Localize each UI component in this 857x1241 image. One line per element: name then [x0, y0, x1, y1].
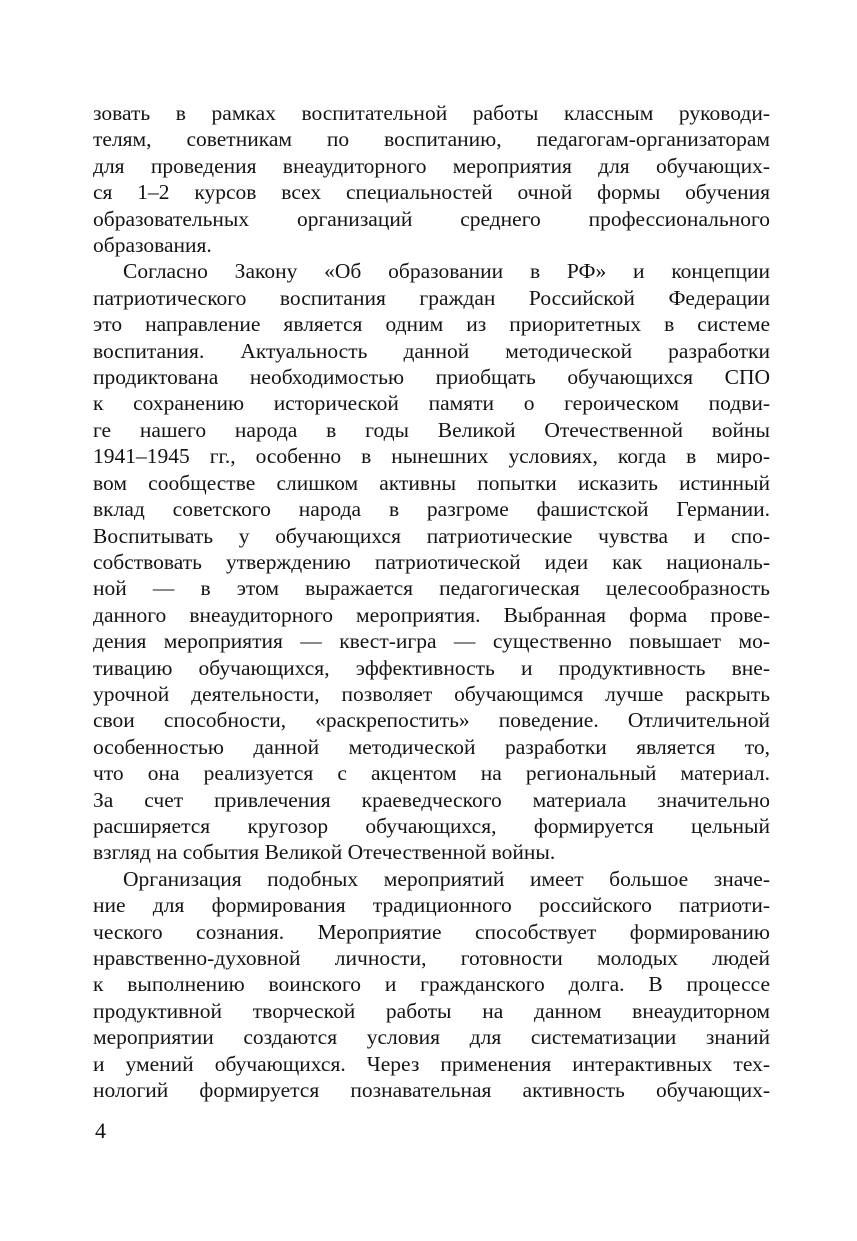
paragraph [93, 258, 770, 865]
page-number: 4 [95, 1118, 106, 1143]
text-line: воспитания. Актуальность данной методической разработки [93, 338, 770, 363]
text-line: к сохранению исторической памяти о героическом подви- [93, 391, 770, 416]
text-line: телям, советникам по воспитанию, педагогам-организаторам [93, 127, 770, 152]
text-line: продиктована необходимостью приобщать обучающихся СПО [93, 365, 770, 390]
text-line: ние для формирования традиционного российского патриоти- [93, 893, 770, 918]
text-line: патриотического воспитания граждан Российской Федерации [93, 285, 770, 310]
text-line: свои способности, «раскрепостить» поведение. Отличительной [93, 708, 770, 733]
text-line: За счет привлечения краеведческого материала значительно [93, 787, 770, 812]
text-line: дения мероприятия — квест-игра — существенно повышает мо- [93, 629, 770, 654]
text-line: образовательных организаций среднего профессионального [93, 206, 770, 231]
text-line: урочной деятельности, позволяет обучающимся лучше раскрыть [93, 681, 770, 706]
text-line: нологий формируется познавательная активность обучающих- [93, 1078, 770, 1103]
text-line: тивацию обучающихся, эффективность и продуктивность вне- [93, 655, 770, 680]
text-line: собствовать утверждению патриотической идеи как националь- [93, 549, 770, 574]
paragraph [93, 100, 770, 258]
text-line: расширяется кругозор обучающихся, формируется цельный [93, 813, 770, 838]
text-line: ческого сознания. Мероприятие способствует формированию [93, 919, 770, 944]
text-line: и умений обучающихся. Через применения интерактивных тех- [93, 1051, 770, 1076]
text-line: нравственно-духовной личности, готовности молодых людей [93, 946, 770, 970]
text-line: взгляд на события Великой Отечественной войны. [93, 840, 556, 865]
text-line: Согласно Закону «Об образовании в РФ» и концепции [123, 259, 770, 284]
text-line: образования. [93, 233, 212, 258]
body-text [93, 100, 770, 1103]
text-line: ге нашего народа в годы Великой Отечественной войны [93, 417, 770, 442]
text-line: 1941–1945 гг., особенно в нынешних условиях, когда в миро- [93, 444, 770, 469]
text-line: это направление является одним из приоритетных в системе [93, 312, 770, 337]
text-line: особенностью данной методической разработки является то, [93, 734, 770, 759]
text-line: для проведения внеаудиторного мероприятия для обучающих- [93, 153, 770, 178]
text-line: данного внеаудиторного мероприятия. Выбранная форма прове- [93, 602, 770, 627]
text-line: продуктивной творческой работы на данном внеаудиторном [93, 998, 770, 1023]
text-line: Организация подобных мероприятий имеет большое значе- [123, 866, 770, 891]
text-line: вом сообществе слишком активны попытки исказить истинный [93, 470, 770, 495]
text-line: ной — в этом выражается педагогическая целесообразность [93, 576, 770, 601]
text-line: вклад советского народа в разгроме фашистской Германии. [93, 497, 770, 522]
paragraph [93, 866, 770, 1104]
text-line: Воспитывать у обучающихся патриотические чувства и спо- [93, 523, 770, 548]
text-line: зовать в рамках воспитательной работы классным руководи- [93, 101, 770, 125]
text-line: мероприятии создаются условия для систематизации знаний [93, 1025, 770, 1050]
text-line: что она реализуется с акцентом на региональный материал. [93, 761, 770, 786]
text-line: к выполнению воинского и гражданского долга. В процессе [93, 972, 770, 997]
text-line: ся 1–2 курсов всех специальностей очной формы обучения [93, 180, 770, 205]
